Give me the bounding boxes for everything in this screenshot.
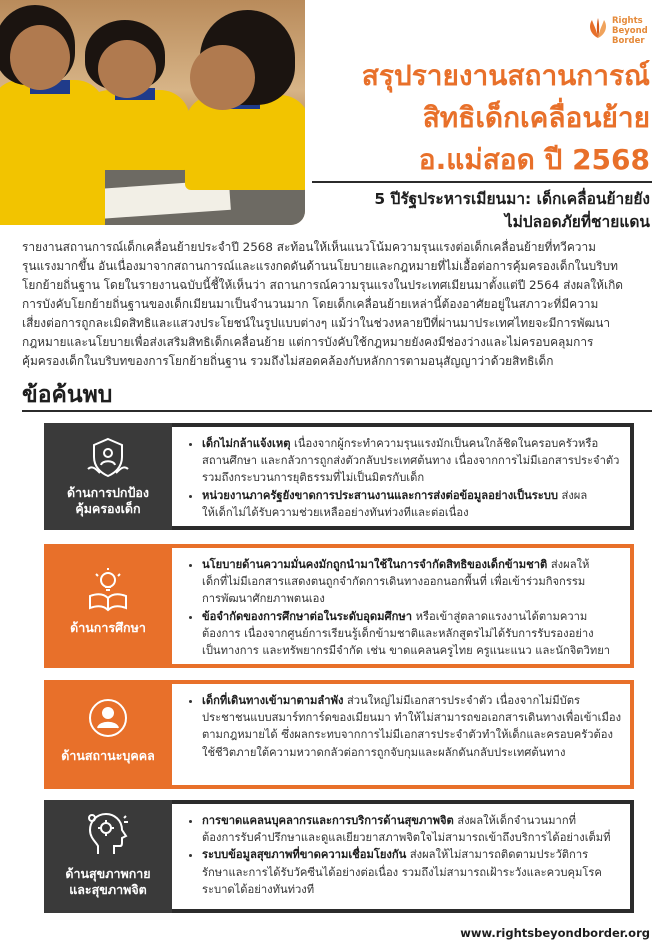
- card-side-panel: [44, 423, 172, 530]
- person-icon: [84, 694, 132, 742]
- card-body: [190, 692, 620, 761]
- title-divider: [312, 181, 652, 183]
- card-body: [190, 812, 620, 898]
- title-line: อ.แม่สอด ปี 2568: [418, 143, 650, 176]
- card-label: ด้านการปกป้อง คุ้มครองเด็ก: [66, 485, 150, 516]
- intro-line: การบังคับโยกย้ายถิ่นฐานของเด็กเมียนมาเป็นจำนวนมาก โดยเด็กเคลื่อนย้ายเหล่านี้ต้องอาศัยอยู่ในสภาวะที่มีความ: [22, 297, 599, 311]
- intro-line: คุ้มครองเด็กในบริบทของการโยกย้ายถิ่นฐาน รวมถึงไม่สอดคล้องกับหลักการตามอนุสัญญาว่าด้วยสิทธิเด็ก: [22, 354, 554, 368]
- protection-icon: [84, 435, 132, 483]
- finding-item: • หน่วยงานภาครัฐยังขาดการประสานงานและการส่งต่อข้อมูลอย่างเป็นระบบ ส่งผล ให้เด็กไม่ได้รับความช่วยเหลืออย่างทันท่วงทีและต่อเนื่อง: [202, 487, 620, 521]
- education-icon: [84, 566, 132, 614]
- card-label: ด้านการศึกษา: [70, 620, 146, 635]
- finding-card-education: [44, 544, 634, 668]
- hero-photo: [0, 0, 305, 225]
- card-side-panel: [44, 544, 172, 668]
- intro-line: รายงานสถานการณ์เด็กเคลื่อนย้ายประจำปี 2568 สะท้อนให้เห็นแนวโน้มความรุนแรงต่อเด็กเคลื่อนย้ายที่ทวีความ: [22, 240, 597, 254]
- finding-item: • ข้อจำกัดของการศึกษาต่อในระดับอุดมศึกษา หรือเข้าสู่ตลาดแรงงานได้ตามความ ต้องการ เนื่องจากศูนย์การเรียนรู้เด็กข้ามชาติและหลักสูตรไม่ได้รับการรับรองอย่าง เป็นทางการ และทรัพยากรมีจำกัด เช่น ขาดแคลนครูไทย ครูแนะแนว และนักจิตวิทยา: [202, 608, 620, 660]
- intro-paragraph: [22, 238, 652, 371]
- page-subtitle: [374, 188, 650, 234]
- card-side-panel: [44, 680, 172, 789]
- finding-item: • การขาดแคลนบุคลากรและการบริการด้านสุขภาพจิต ส่งผลให้เด็กจำนวนมากที่ ต้องการรับคำปรึกษาและดูแลเยียวยาสภาพจิตใจไม่สามารถเข้าถึงบริการได้อย่างเต็มที่: [202, 812, 620, 846]
- finding-card-legal-status: [44, 680, 634, 789]
- intro-line: โยกย้ายถิ่นฐาน โดยในรายงานฉบับนี้ชี้ให้เห็นว่า สถานการณ์ความรุนแรงในประเทศเมียนมาตั้งแต่ปี 2564 ส่งผลให้เกิด: [22, 278, 624, 292]
- mental-health-icon: [84, 810, 132, 858]
- brand-logo: [586, 10, 656, 46]
- subtitle-line: ไม่ปลอดภัยที่ชายแดน: [504, 213, 650, 231]
- card-label: ด้านสุขภาพกาย และสุขภาพจิต: [65, 866, 151, 897]
- intro-line: กฎหมายและนโยบายเพื่อส่งเสริมสิทธิเด็กเคลื่อนย้าย แต่การบังคับใช้กฎหมายยังคงมีช่องว่างและไม่ครอบคลุมการ: [22, 335, 594, 349]
- title-line: สิทธิเด็กเคลื่อนย้าย: [422, 101, 650, 134]
- finding-item: • นโยบายด้านความมั่นคงมักถูกนำมาใช้ในการจำกัดสิทธิของเด็กข้ามชาติ ส่งผลให้ เด็กที่ไม่มีเอกสารแสดงตนถูกจำกัดการเดินทางออกนอกพื้นที่ เพื่อเข้าร่วมกิจกรรม การพัฒนาศักยภาพตนเอง: [202, 556, 620, 608]
- website-url: www.rightsbeyondborder.org: [460, 926, 650, 940]
- logo-text: Rights Beyond Border: [612, 16, 648, 46]
- card-body: [190, 435, 620, 521]
- findings-heading: ข้อค้นพบ: [22, 382, 113, 408]
- page-title: [362, 55, 650, 181]
- card-side-panel: [44, 800, 172, 913]
- title-line: สรุปรายงานสถานการณ์: [361, 59, 650, 92]
- finding-card-protection: [44, 423, 634, 530]
- finding-item: • ระบบข้อมูลสุขภาพที่ขาดความเชื่อมโยงกัน ส่งผลให้ไม่สามารถติดตามประวัติการ รักษาและการได้รับวัคซีนได้อย่างต่อเนื่อง รวมถึงไม่สามารถเฝ้าระวังและควบคุมโรค ระบาดได้อย่างทันท่วงที: [202, 846, 620, 898]
- card-label: ด้านสถานะบุคคล: [61, 748, 155, 763]
- card-body: [190, 556, 620, 659]
- intro-line: เสี่ยงต่อการถูกละเมิดสิทธิและแสวงประโยชน์ในรูปแบบต่างๆ แม้ว่าในช่วงหลายปีที่ผ่านมาประเทศไทยจะมีการพัฒนา: [22, 316, 611, 330]
- findings-divider: [22, 410, 652, 412]
- finding-card-health: [44, 800, 634, 913]
- finding-item: • เด็กไม่กล้าแจ้งเหตุ เนื่องจากผู้กระทำความรุนแรงมักเป็นคนใกล้ชิดในครอบครัวหรือ สถานศึกษา และกลัวการถูกส่งตัวกลับประเทศต้นทาง เนื่องจากการไม่มีเอกสารประจำตัว รวมถึงกระบวนการยุติธรรมที่ไม่เป็นมิตรกับเด็ก: [202, 435, 620, 487]
- finding-item: • เด็กที่เดินทางเข้ามาตามลำพัง ส่วนใหญ่ไม่มีเอกสารประจำตัว เนื่องจากไม่มีบัตร ประชาชนแบบสมาร์ทการ์ดของเมียนมา ทำให้ไม่สามารถขอเอกสารเดินทางเพื่อเข้าเมือง ตามกฎหมายได้ ซึ่งผลกระทบจากการไม่มีเอกสารประจำตัวทำให้เด็กและครอบครัวต้อง ใช้ชีวิตภายใต้ความหวาดกลัวต่อการถูกจับกุมและผลักดันกลับประเทศต้นทาง: [202, 692, 620, 761]
- subtitle-line: 5 ปีรัฐประหารเมียนมา: เด็กเคลื่อนย้ายยัง: [374, 190, 650, 208]
- intro-line: รุนแรงมากขึ้น อันเนื่องมาจากสถานการณ์และแรงกดดันด้านนโยบายและกฎหมายที่ไม่เอื้อต่อการคุ้มครองเด็กในบริบท: [22, 259, 618, 273]
- leaf-logo-icon: [586, 16, 610, 40]
